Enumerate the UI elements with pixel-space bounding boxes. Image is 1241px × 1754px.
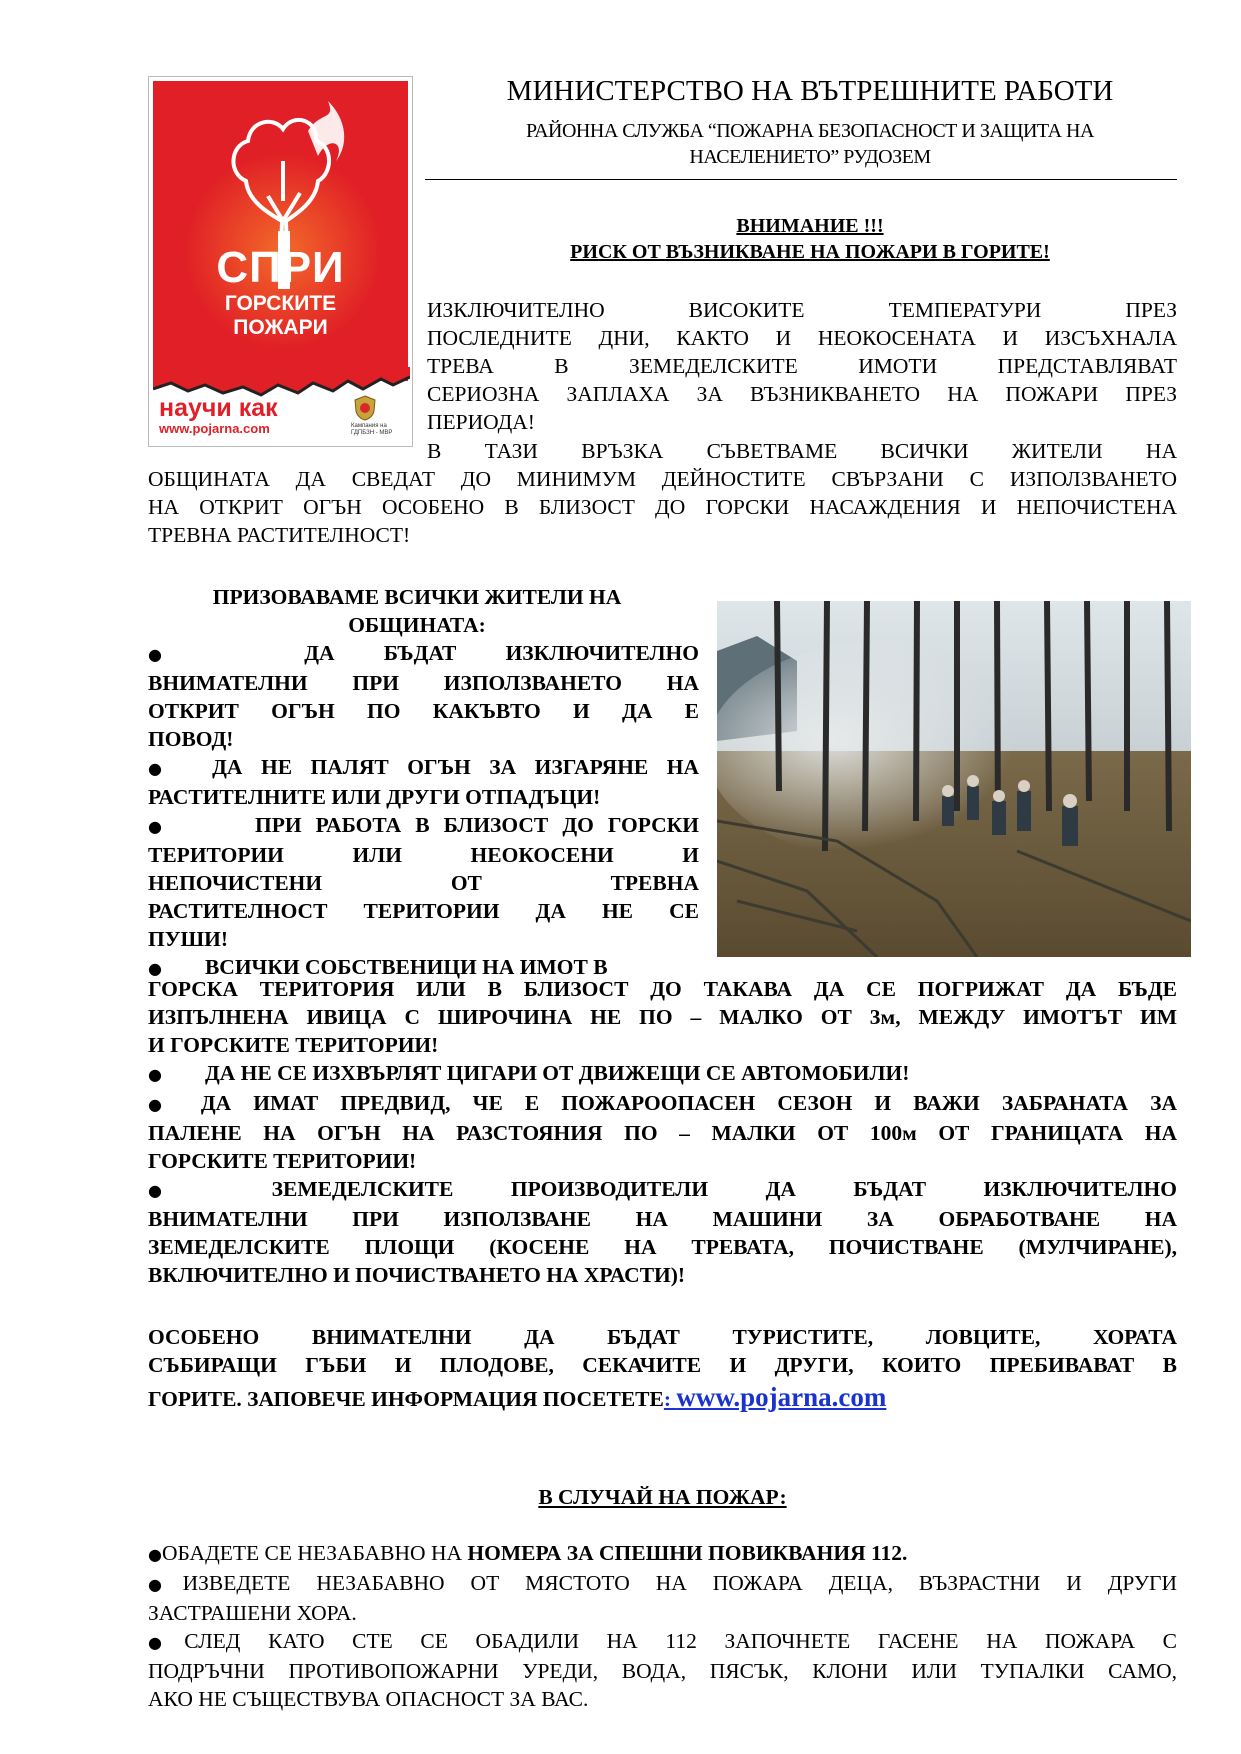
bullet-dot-icon: ● bbox=[148, 645, 206, 664]
advice-line: ТРЕВНА РАСТИТЕЛНОСТ! bbox=[148, 523, 411, 547]
poster-site: www.pojarna.com bbox=[159, 421, 270, 436]
bullet-dot-icon: ● bbox=[148, 1181, 215, 1200]
bullet-dot-icon: ● bbox=[148, 817, 171, 836]
bullet-line: ПОВОД! bbox=[148, 727, 234, 751]
bullet-list-narrow bbox=[148, 639, 699, 983]
emblem-caption: Кампания на ГДПБЗН - МВР bbox=[351, 423, 393, 436]
call-heading-line-1: ПРИЗОВАВАМЕ ВСИЧКИ ЖИТЕЛИ НА bbox=[212, 585, 622, 609]
bullet-dot-icon: ● bbox=[148, 1095, 179, 1114]
bullet-dot-icon: ● bbox=[148, 1575, 183, 1594]
intro-line: ТРЕВА В ЗЕМЕДЕЛСКИТЕ ИМОТИ ПРЕДСТАВЛЯВАТ bbox=[427, 354, 1177, 378]
advice-paragraph bbox=[148, 465, 1177, 549]
emergency-number: НОМЕРА ЗА СПЕШНИ ПОВИКВАНИЯ 112. bbox=[467, 1541, 908, 1565]
bullet-line: ЗЕМЕДЕЛСКИТЕ ПЛОЩИ (КОСЕНЕ НА ТРЕВАТА, ПОЧИСТВАНЕ (МУЛЧИРАНЕ), bbox=[148, 1235, 1177, 1259]
bullet-line: ● ВСИЧКИ СОБСТВЕНИЦИ НА ИМОТ В bbox=[148, 955, 608, 979]
poster-title-line3: ПОЖАРИ bbox=[233, 316, 328, 339]
call-heading-line-2: ОБЩИНАТА: bbox=[348, 613, 486, 637]
bullet-line: ГОРСКА ТЕРИТОРИЯ ИЛИ В БЛИЗОСТ ДО ТАКАВА ДА СЕ ПОГРИЖАТ ДА БЪДЕ bbox=[148, 977, 1177, 1001]
poster-title-stop: СПРИ bbox=[216, 243, 345, 292]
header-divider bbox=[425, 179, 1177, 180]
intro-line: ИЗКЛЮЧИТЕЛНО ВИСОКИТЕ ТЕМПЕРАТУРИ ПРЕЗ bbox=[427, 298, 1177, 322]
bullet-line: РАСТИТЕЛНОСТ ТЕРИТОРИИ ДА НЕ СЕ bbox=[148, 899, 699, 923]
bullet-line: ● ДА ИМАТ ПРЕДВИД, ЧЕ Е ПОЖАРООПАСЕН СЕЗОН И ВАЖИ ЗАБРАНАТА ЗА bbox=[148, 1091, 1177, 1115]
fire-item-2-cont: ЗАСТРАШЕНИ ХОРА. bbox=[148, 1601, 357, 1625]
fire-instructions bbox=[148, 1539, 1177, 1713]
website-link[interactable]: www.pojarna.com bbox=[676, 1382, 887, 1412]
fire-item-3: ●СЛЕД КАТО СТЕ СЕ ОБАДИЛИ НА 112 ЗАПОЧНЕТЕ ГАСЕНЕ НА ПОЖАРА С bbox=[148, 1629, 1177, 1653]
fire-item-3-cont: ПОДРЪЧНИ ПРОТИВОПОЖАРНИ УРЕДИ, ВОДА, ПЯСЪК, КЛОНИ ИЛИ ТУПАЛКИ САМО, bbox=[148, 1659, 1177, 1683]
attention-heading bbox=[425, 213, 1195, 265]
ministry-name: МИНИСТЕРСТВО НА ВЪТРЕШНИТЕ РАБОТИ bbox=[506, 75, 1114, 107]
poster-title-forest bbox=[153, 292, 408, 340]
bullet-line: ИЗПЪЛНЕНА ИВИЦА С ШИРОЧИНА НЕ ПО – МАЛКО ОТ 3м, МЕЖДУ ИМОТЪТ ИМ bbox=[148, 1005, 1177, 1029]
bullet-line: ● ДА НЕ ПАЛЯТ ОГЪН ЗА ИЗГАРЯНЕ НА bbox=[148, 755, 700, 779]
advice-line: В ТАЗИ ВРЪЗКА СЪВЕТВАМЕ ВСИЧКИ ЖИТЕЛИ НА bbox=[427, 439, 1177, 463]
advice-line: НА ОТКРИТ ОГЪН ОСОБЕНО В БЛИЗОСТ ДО ГОРСКИ НАСАЖДЕНИЯ И НЕПОЧИСТЕНА bbox=[148, 495, 1177, 519]
bullet-line: НЕПОЧИСТЕНИ ОТ ТРЕВНА bbox=[148, 871, 699, 895]
intro-line: ПОСЛЕДНИТЕ ДНИ, КАКТО И НЕОКОСЕНАТА И ИЗСЪХНАЛА bbox=[427, 326, 1177, 350]
bullet-line: РАСТИТЕЛНИТЕ ИЛИ ДРУГИ ОТПАДЪЦИ! bbox=[148, 785, 601, 809]
fire-service-emblem-icon bbox=[354, 395, 376, 421]
fire-heading: В СЛУЧАЙ НА ПОЖАР: bbox=[538, 1485, 787, 1509]
bullet-line: И ГОРСКИТЕ ТЕРИТОРИИ! bbox=[148, 1033, 439, 1057]
bullet-dot-icon: ● bbox=[148, 1065, 162, 1084]
burnt-edge-icon bbox=[153, 367, 410, 397]
service-name bbox=[425, 118, 1195, 170]
bullet-dot-icon: ● bbox=[148, 759, 176, 778]
bullet-line: ● ДА БЪДАТ ИЗКЛЮЧИТЕЛНО bbox=[148, 641, 700, 665]
special-line-3-text: ГОРИТЕ. ЗАПОВЕЧЕ ИНФОРМАЦИЯ ПОСЕТЕТЕ bbox=[148, 1387, 664, 1411]
special-note bbox=[148, 1323, 1177, 1413]
bullet-line: ПУШИ! bbox=[148, 927, 228, 951]
attention-line-1: ВНИМАНИЕ !!! bbox=[736, 215, 884, 237]
bullet-list-wide bbox=[148, 975, 1177, 1289]
bullet-line: ВНИМАТЕЛНИ ПРИ ИЗПОЛЗВАНЕ НА МАШИНИ ЗА ОБРАБОТВАНЕ НА bbox=[148, 1207, 1177, 1231]
special-line-3 bbox=[148, 1383, 1177, 1413]
special-line-1: ОСОБЕНО ВНИМАТЕЛНИ ДА БЪДАТ ТУРИСТИТЕ, ЛОВЦИТЕ, ХОРАТА bbox=[148, 1325, 1177, 1349]
bullet-line: ТЕРИТОРИИ ИЛИ НЕОКОСЕНИ И bbox=[148, 843, 699, 867]
poster-red-field bbox=[153, 81, 408, 381]
attention-line-2: РИСК ОТ ВЪЗНИКВАНЕ НА ПОЖАРИ В ГОРИТЕ! bbox=[570, 241, 1050, 263]
poster-learn-how: научи как bbox=[159, 394, 278, 422]
fire-item-1: ●ОБАДЕТЕ СЕ НЕЗАБАВНО НА НОМЕРА ЗА СПЕШНИ ПОВИКВАНИЯ 112. bbox=[148, 1541, 908, 1565]
bullet-dot-icon: ● bbox=[148, 1633, 185, 1652]
bullet-line: ● ДА НЕ СЕ ИЗХВЪРЛЯТ ЦИГАРИ ОТ ДВИЖЕЩИ СЕ АВТОМОБИЛИ! bbox=[148, 1061, 910, 1085]
service-line-1: РАЙОННА СЛУЖБА “ПОЖАРНА БЕЗОПАСНОСТ И ЗАЩИТА НА bbox=[526, 120, 1094, 142]
poster-title-line2: ГОРСКИТЕ bbox=[224, 292, 337, 315]
intro-line: ПЕРИОДА! bbox=[427, 410, 535, 434]
forest-fire-photo bbox=[717, 601, 1191, 957]
bullet-line: ОТКРИТ ОГЪН ПО КАКЪВТО И ДА Е bbox=[148, 699, 699, 723]
link-colon: : bbox=[663, 1387, 677, 1411]
bullet-line: ВКЛЮЧИТЕЛНО И ПОЧИСТВАНЕТО НА ХРАСТИ)! bbox=[148, 1263, 686, 1287]
special-line-2: СЪБИРАЩИ ГЪБИ И ПЛОДОВЕ, СЕКАЧИТЕ И ДРУГИ, КОИТО ПРЕБИВАВАТ В bbox=[148, 1353, 1177, 1377]
advice-paragraph-start bbox=[427, 437, 1177, 465]
service-line-2: НАСЕЛЕНИЕТО” РУДОЗЕМ bbox=[689, 146, 931, 168]
advice-line: ОБЩИНАТА ДА СВЕДАТ ДО МИНИМУМ ДЕЙНОСТИТЕ СВЪРЗАНИ С ИЗПОЛЗВАНЕТО bbox=[148, 467, 1177, 491]
bullet-line: ПАЛЕНЕ НА ОГЪН НА РАЗСТОЯНИЯ ПО – МАЛКИ ОТ 100м ОТ ГРАНИЦАТА НА bbox=[148, 1121, 1177, 1145]
bullet-line: ● ПРИ РАБОТА В БЛИЗОСТ ДО ГОРСКИ bbox=[148, 813, 699, 837]
intro-line: СЕРИОЗНА ЗАПЛАХА ЗА ВЪЗНИКВАНЕТО НА ПОЖАРИ ПРЕЗ bbox=[427, 382, 1177, 406]
bullet-line: ГОРСКИТЕ ТЕРИТОРИИ! bbox=[148, 1149, 417, 1173]
bullet-line: ● ЗЕМЕДЕЛСКИТЕ ПРОИЗВОДИТЕЛИ ДА БЪДАТ ИЗКЛЮЧИТЕЛНО bbox=[148, 1177, 1177, 1201]
fire-item-3-end: АКО НЕ СЪЩЕСТВУВА ОПАСНОСТ ЗА ВАС. bbox=[148, 1687, 589, 1711]
bullet-dot-icon: ● bbox=[148, 959, 162, 978]
intro-paragraph bbox=[427, 296, 1177, 436]
bullet-line: ВНИМАТЕЛНИ ПРИ ИЗПОЛЗВАНЕТО НА bbox=[148, 671, 699, 695]
campaign-poster bbox=[148, 76, 413, 447]
bullet-dot-icon: ● bbox=[148, 1545, 162, 1564]
call-heading bbox=[148, 583, 686, 639]
fire-item-2: ●ИЗВЕДЕТЕ НЕЗАБАВНО ОТ МЯСТОТО НА ПОЖАРА ДЕЦА, ВЪЗРАСТНИ И ДРУГИ bbox=[148, 1571, 1177, 1595]
